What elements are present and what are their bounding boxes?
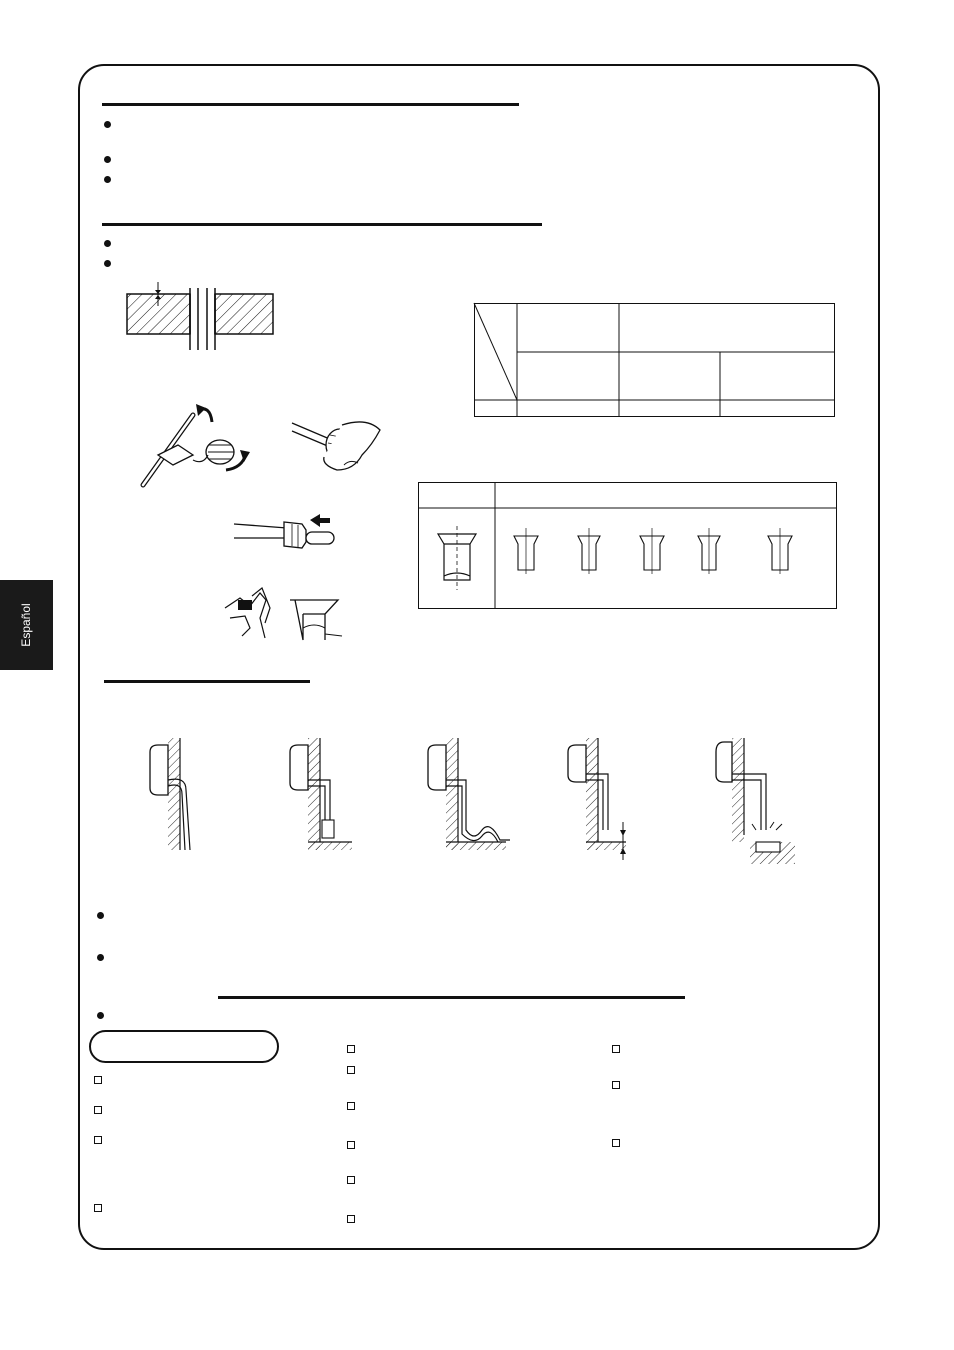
- pipe-cutter-illustration: [138, 400, 253, 490]
- section-heading-rule-1: [102, 103, 519, 106]
- drain-gap-diagram: [568, 738, 626, 860]
- language-tab-label: Español: [19, 603, 33, 647]
- hand-reamer-illustration: [292, 415, 382, 475]
- bullet-dot-icon: [104, 176, 111, 183]
- checkbox-icon[interactable]: [94, 1076, 102, 1084]
- checkbox-icon[interactable]: [347, 1066, 355, 1074]
- checkbox-icon[interactable]: [612, 1139, 620, 1147]
- bullet-dot-icon: [97, 1012, 104, 1019]
- section-heading-rule-3: [104, 680, 310, 683]
- flaring-tool-illustration: [220, 578, 345, 646]
- flare-cross-section-diagram: [120, 282, 280, 354]
- flare-check-table: [418, 482, 838, 610]
- drain-correct-diagram: [150, 738, 190, 850]
- checklist-heading-pill: [89, 1030, 279, 1063]
- drain-wavy-diagram: [428, 738, 510, 850]
- drain-hose-diagrams: [130, 730, 820, 870]
- checkbox-icon[interactable]: [347, 1215, 355, 1223]
- bullet-dot-icon: [104, 260, 111, 267]
- checkbox-icon[interactable]: [347, 1141, 355, 1149]
- bullet-dot-icon: [104, 121, 111, 128]
- checkbox-icon[interactable]: [94, 1136, 102, 1144]
- checkbox-icon[interactable]: [612, 1081, 620, 1089]
- checkbox-icon[interactable]: [612, 1045, 620, 1053]
- bullet-dot-icon: [97, 954, 104, 961]
- drain-submerged-diagram: [716, 738, 795, 864]
- pipe-insert-illustration: [232, 510, 342, 555]
- checkbox-icon[interactable]: [347, 1045, 355, 1053]
- page-frame: [78, 64, 880, 1250]
- checkbox-icon[interactable]: [94, 1106, 102, 1114]
- correct-flare-icon: [438, 526, 476, 590]
- checkbox-icon[interactable]: [347, 1176, 355, 1184]
- dimension-table-grid: [474, 303, 836, 418]
- section-heading-rule-2: [102, 223, 542, 226]
- bullet-dot-icon: [97, 912, 104, 919]
- bullet-dot-icon: [104, 156, 111, 163]
- checkbox-icon[interactable]: [347, 1102, 355, 1110]
- checkbox-icon[interactable]: [94, 1204, 102, 1212]
- bullet-dot-icon: [104, 240, 111, 247]
- drain-raised-diagram: [290, 738, 352, 850]
- section-heading-rule-4: [218, 996, 685, 999]
